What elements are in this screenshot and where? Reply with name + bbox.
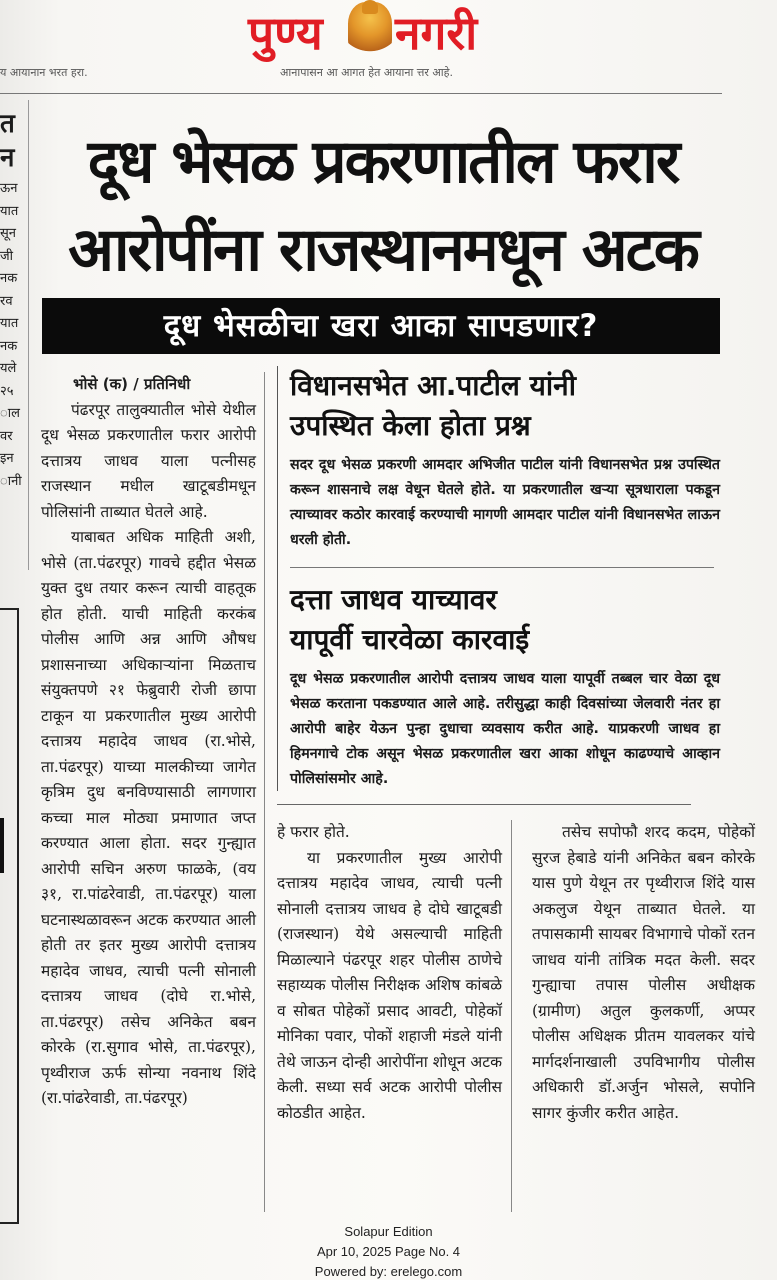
main-story-paragraph-1: पंढरपूर तालुक्यातील भोसे येथील दूध भेसळ प्रकरणातील फरार आरोपी दत्तात्रय जाधव याला पत्नीसह राजस्थान मधील खाटूबडीमधून पोलिसांनी ताब्यात घेतले आहे. (41, 400, 256, 521)
side-box-bottom-divider (277, 804, 691, 805)
left-cut-line: यले (0, 361, 17, 376)
left-cut-big-2: न (0, 143, 15, 173)
left-cut-line: ाल (0, 406, 20, 421)
byline: भोसे (क) / प्रतिनिधी (73, 375, 191, 393)
left-cut-line: सून (0, 226, 17, 241)
continuation-column-1 (277, 820, 502, 1126)
side-story-2-heading-line-1: दत्ता जाधव याच्यावर (290, 583, 497, 616)
continuation-paragraph-1: या प्रकरणातील मुख्य आरोपी दत्तात्रय महादेव जाधव, त्याची पत्नी सोनाली दत्तात्रय जाधव हे दोघे खाटूबडी (राजस्थान) येथे असल्याची माहिती मिळाल्याने पंढरपूर शहर पोलीस ठाणेचे सहाय्यक पोलीस निरीक्षक अशिष कांबळे व सोबत पोहेकों प्रसाद आवटी, पोहेकॉ मोनिका पवार, पोकों शहाजी मंडले यांनी तेथे जाऊन दोन्ही आरोपींना शोधून अटक केली. सध्या सर्व अटक आरोपी पोलीस कोठडीत आहेत. (277, 848, 502, 1122)
side-story-2-heading (290, 580, 529, 660)
left-cut-line: ानी (0, 473, 22, 489)
left-cut-line: २५ (0, 383, 14, 399)
footer-date-page: Apr 10, 2025 Page No. 4 (316, 1244, 461, 1259)
left-cut-big-1: त (0, 109, 15, 139)
left-cut-line: वर (0, 428, 13, 444)
footer-edition: Solapur Edition (344, 1224, 433, 1239)
masthead-name-right: नगरी (395, 6, 478, 60)
side-story-1-heading-line-2: उपस्थित केला होता प्रश्न (290, 409, 531, 442)
divider-left (28, 100, 29, 570)
side-box-divider (277, 366, 278, 791)
divider-top (0, 93, 722, 94)
page-footer (0, 1222, 777, 1282)
headline-line-1: दूध भेसळ प्रकरणातील फरार (87, 127, 679, 197)
main-story-paragraph-2: याबाबत अधिक माहिती अशी, भोसे (ता.पंढरपूर) गावचे हद्दीत भेसळ युक्त दुध तयार करून त्याची वाहतूक होत होती. याची माहिती करकंब पोलीस आणि अन्न आणि औषध प्रशासनाच्या अधिकाऱ्यांना मिळताच संयुक्तपणे २१ फेब्रुवारी रोजी छापा टाकून या प्रकरणातील मुख्य आरोपी दत्तात्रय महादेव जाधव (रा.भोसे, ता.पंढरपूर) याच्या मालकीच्या जागेत कृत्रिम दुध बनविण्यासाठी लागणारा कच्चा माल मोठ्या प्रमाणात जप्त करण्यात आला होता. सदर गुन्ह्यात आरोपी सचिन अरुण फाळके, (वय ३१, रा.पांढरेवाडी, ता.पंढरपूर) याला घटनास्थळावरून अटक करण्यात आली होती तर इतर मुख्य आरोपी दत्तात्रय महादेव जाधव, त्याची पत्नी सोनाली दत्तात्रय जाधव (दोघे रा.भोसे, ता.पंढरपूर) तसेच अनिकेत बबन कोरके (रा.सुगाव भोसे, ता.पंढरपूर), पृथ्वीराज ऊर्फ सोन्या नवनाथ शिंदे (रा.पांढरेवाडी, ता.पंढरपूर) (41, 528, 256, 1107)
cut-text-right: आनापासन आ आगत हेत आयाना त्तर आहे. (280, 66, 453, 79)
left-cut-column (0, 110, 24, 493)
side-story-1-body: सदर दूध भेसळ प्रकरणी आमदार अभिजीत पाटील यांनी विधानसभेत प्रश्न उपस्थित करून शासनाचे लक्ष वेधून घेतले होते. या प्रकरणातील खऱ्या सूत्रधाराला पकडून त्याच्यावर कठोर कारवाई करण्याची मागणी आमदार पाटील यांनी विधानसभेत लाऊन धरली होती. (290, 457, 720, 548)
footer-powered-link[interactable]: Powered by: erelego.com (314, 1264, 463, 1279)
side-story-1-heading (290, 366, 576, 446)
continuation-column-2 (532, 820, 755, 1126)
left-cut-line: इन (0, 451, 14, 466)
masthead-name-left: पुण्य (248, 6, 323, 60)
left-cut-line: यात (0, 316, 19, 331)
left-cut-line: ऊन (0, 181, 18, 196)
main-story-column (41, 372, 256, 1112)
ganesha-idol-icon (348, 2, 392, 56)
headline-line-2: आरोपींना राजस्थानमधून अटक (68, 215, 698, 285)
subheadline-bar: दूध भेसळीचा खरा आका सापडणार? (42, 298, 720, 354)
continuation-paragraph-2: तसेच सपोफौ शरद कदम, पोहेकों सुरज हेबाडे यांनी अनिकेत बबन कोरके यास पुणे येथून तर पृथ्वीराज शिंदे यास अकलुज येथून ताब्यात घेतले. या तपासकामी सायबर विभागाचे पोकों रतन जाधव यांनी तांत्रिक मदत केली. सदर गुन्ह्याचा तपास पोलीस अधीक्षक (ग्रामीण) अतुल कुलकर्णी, अप्पर पोलीस अधिक्षक प्रीतम यावलकर यांचे मार्गदर्शनाखाली उपविभागीय पोलीस अधिकारी डॉ.अर्जुन भोसले, सपोनि सागर कुंजीर करीत आहेत. (532, 823, 755, 1122)
side-story-divider (290, 567, 714, 568)
side-story-2-heading-line-2: यापूर्वी चारवेळा कारवाई (290, 623, 530, 656)
left-cut-box (0, 608, 19, 1224)
masthead-logo (240, 0, 540, 62)
cut-previous-row (0, 62, 720, 84)
left-cut-line: जी (0, 248, 14, 264)
side-story-2-body: दूध भेसळ प्रकरणातील आरोपी दत्तात्रय जाधव याला यापूर्वी तब्बल चार वेळा दूध भेसळ करताना पकडण्यात आले आहे. तरीसुद्धा काही दिवसांच्या जेलवारी नंतर हा आरोपी बाहेर येऊन पुन्हा दुधाचा व्यवसाय करीत आहे. याप्रकरणी जाधव हा हिमनगाचे टोक असून भेसळ प्रकरणातील खरा आका शोधून काढण्याचे आव्हान पोलिसांसमोर आहे. (290, 671, 720, 787)
left-cut-line: नक (0, 338, 18, 354)
side-story-1-heading-line-1: विधानसभेत आ.पाटील यांनी (290, 369, 576, 402)
left-cut-line: रव (0, 293, 13, 309)
column-divider-2 (511, 820, 512, 1212)
left-cut-line: नक (0, 271, 18, 286)
main-headline (38, 118, 728, 294)
cut-text-left: य आयानान भरत हरा. (0, 66, 88, 79)
column-divider-1 (264, 372, 265, 1212)
left-cut-line: यात (0, 203, 19, 219)
continuation-first-line: हे फरार होते. (277, 823, 350, 841)
